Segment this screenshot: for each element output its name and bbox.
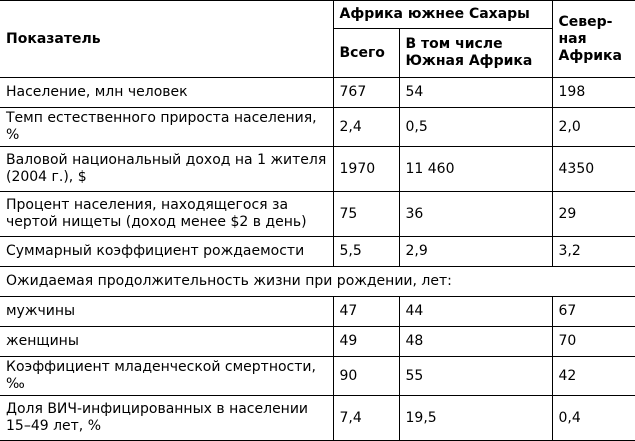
cell-total: 2,4 xyxy=(333,108,399,147)
cell-south-africa: 44 xyxy=(399,297,552,327)
table-row xyxy=(0,297,635,327)
cell-total: 90 xyxy=(333,357,399,396)
cell-north-africa: 42 xyxy=(552,357,635,396)
row-label: Доля ВИЧ-инфицированных в населении 15–49 лет, % xyxy=(0,396,333,441)
cell-north-africa: 67 xyxy=(552,297,635,327)
section-row xyxy=(0,267,635,297)
table-row xyxy=(0,147,635,192)
row-label: Население, млн человек xyxy=(0,78,333,108)
cell-total: 1970 xyxy=(333,147,399,192)
cell-north-africa: 198 xyxy=(552,78,635,108)
row-label: Коэффициент младенческой смертности, ‰ xyxy=(0,357,333,396)
cell-south-africa: 54 xyxy=(399,78,552,108)
cell-south-africa: 48 xyxy=(399,327,552,357)
header-north-africa: Север-ная Африка xyxy=(552,1,635,78)
cell-north-africa: 29 xyxy=(552,192,635,237)
table-row xyxy=(0,237,635,267)
cell-total: 5,5 xyxy=(333,237,399,267)
row-label: женщины xyxy=(0,327,333,357)
section-life-expectancy: Ожидаемая продолжительность жизни при рождении, лет: xyxy=(0,267,635,297)
row-label: Темп естественного прироста населения, % xyxy=(0,108,333,147)
row-label: Суммарный коэффициент рождаемости xyxy=(0,237,333,267)
cell-south-africa: 19,5 xyxy=(399,396,552,441)
cell-north-africa: 70 xyxy=(552,327,635,357)
cell-south-africa: 11 460 xyxy=(399,147,552,192)
cell-total: 75 xyxy=(333,192,399,237)
row-label: мужчины xyxy=(0,297,333,327)
table-row xyxy=(0,327,635,357)
row-label: Процент населения, находящегося за чертой нищеты (доход менее $2 в день) xyxy=(0,192,333,237)
header-indicator: Показатель xyxy=(0,1,333,78)
cell-south-africa: 0,5 xyxy=(399,108,552,147)
header-row-1 xyxy=(0,1,635,29)
cell-north-africa: 0,4 xyxy=(552,396,635,441)
table-row xyxy=(0,78,635,108)
cell-total: 767 xyxy=(333,78,399,108)
cell-total: 49 xyxy=(333,327,399,357)
cell-south-africa: 2,9 xyxy=(399,237,552,267)
table-row xyxy=(0,396,635,441)
header-subsaharan-africa: Африка южнее Сахары xyxy=(333,1,552,29)
header-south-africa: В том числе Южная Африка xyxy=(399,29,552,78)
cell-north-africa: 4350 xyxy=(552,147,635,192)
cell-north-africa: 2,0 xyxy=(552,108,635,147)
cell-south-africa: 36 xyxy=(399,192,552,237)
cell-south-africa: 55 xyxy=(399,357,552,396)
cell-total: 47 xyxy=(333,297,399,327)
cell-north-africa: 3,2 xyxy=(552,237,635,267)
cell-total: 7,4 xyxy=(333,396,399,441)
row-label: Валовой национальный доход на 1 жителя (2004 г.), $ xyxy=(0,147,333,192)
table-row xyxy=(0,108,635,147)
table-row xyxy=(0,357,635,396)
table-row xyxy=(0,192,635,237)
header-total: Всего xyxy=(333,29,399,78)
